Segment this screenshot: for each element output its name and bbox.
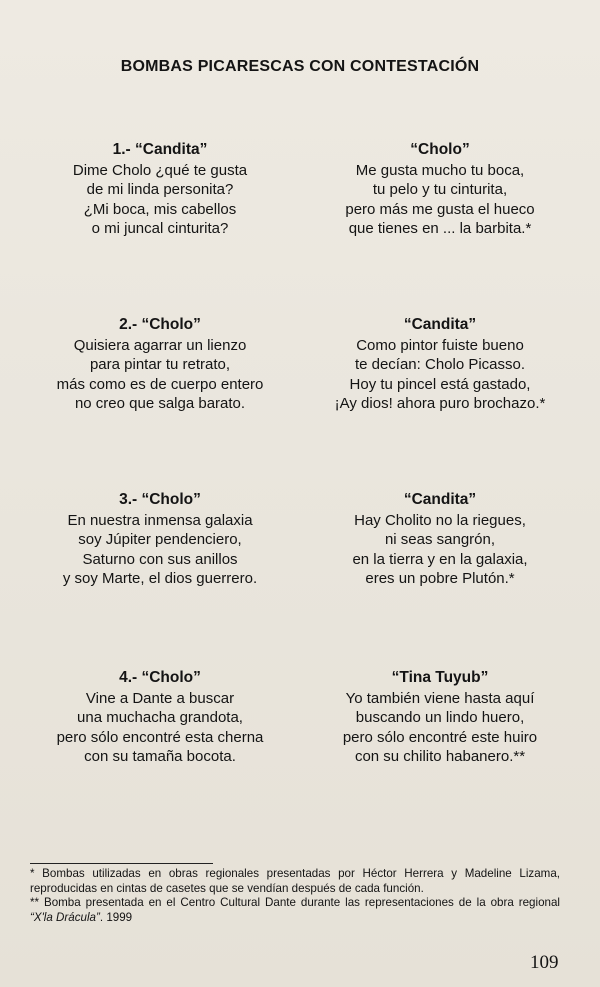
verse-line: En nuestra inmensa galaxia xyxy=(67,511,253,529)
footnotes xyxy=(30,867,560,925)
verse-line: no creo que salga barato. xyxy=(74,395,246,412)
verse-line: en la tierra y en la galaxia, xyxy=(352,550,528,568)
verse-heading: 1.- “Candita” xyxy=(112,141,208,158)
verse-line: Como pintor fuiste bueno xyxy=(356,336,524,354)
verse-line: Saturno con sus anillos xyxy=(82,550,238,568)
verse-line: con su chilito habanero.** xyxy=(354,748,526,765)
verse-heading: “Candita” xyxy=(403,316,477,333)
verse-line: una muchacha grandota, xyxy=(77,709,243,726)
verse-line: más como es de cuerpo entero xyxy=(56,375,264,393)
footnote-2-year: . 1999 xyxy=(99,910,133,924)
verse-line: Hay Cholito no la riegues, xyxy=(354,511,526,529)
verse-line: soy Júpiter pendenciero, xyxy=(78,531,242,548)
verse-line: eres un pobre Plutón.* xyxy=(365,570,515,587)
verse-line: te decían: Cholo Picasso. xyxy=(354,356,526,373)
verse-line: ¡Ay dios! ahora puro brochazo.* xyxy=(334,395,546,412)
verse-line: pero sólo encontré este huiro xyxy=(342,728,538,746)
verse-line: pero sólo encontré esta cherna xyxy=(56,728,264,746)
verse-line: Me gusta mucho tu boca, xyxy=(355,161,525,179)
verse-4-right xyxy=(295,668,585,767)
verse-3-left xyxy=(20,490,300,589)
verse-heading: 3.- “Cholo” xyxy=(119,491,201,508)
verse-line: Vine a Dante a buscar xyxy=(85,689,235,707)
footnote-1: * Bombas utilizadas en obras regionales presentadas por Héctor Herrera y Madeline Lizama, reproducidas en cintas de casetes que se vendían después de cada función. xyxy=(30,867,560,895)
verse-heading: 2.- “Cholo” xyxy=(119,316,201,333)
footnote-divider xyxy=(30,863,213,864)
verse-heading: “Cholo” xyxy=(410,141,470,158)
verse-line: y soy Marte, el dios guerrero. xyxy=(62,570,258,587)
verse-line: Hoy tu pincel está gastado, xyxy=(349,375,531,393)
footnote-2 xyxy=(30,896,560,925)
page-number: 109 xyxy=(530,952,559,973)
verse-line: para pintar tu retrato, xyxy=(89,356,231,373)
footnote-2-text: ** Bomba presentada en el Centro Cultural Dante durante las representaciones de la obra regional xyxy=(30,896,560,909)
verse-heading: “Tina Tuyub” xyxy=(391,669,489,686)
verse-line: ni seas sangrón, xyxy=(384,531,496,548)
verse-line: Yo también viene hasta aquí xyxy=(345,689,535,707)
verse-line: que tienes en ... la barbita.* xyxy=(348,220,532,237)
verse-2-right xyxy=(295,315,585,414)
verse-3-right xyxy=(295,490,585,589)
verse-line: de mi linda personita? xyxy=(86,181,234,198)
verse-heading: 4.- “Cholo” xyxy=(119,669,201,686)
footnote-2-work-title: “X'la Drácula” xyxy=(30,910,100,924)
verse-line: pero más me gusta el hueco xyxy=(345,200,535,218)
verse-line: Quisiera agarrar un lienzo xyxy=(73,336,247,354)
verse-line: ¿Mi boca, mis cabellos xyxy=(83,200,237,218)
verse-line: buscando un lindo huero, xyxy=(355,709,525,726)
verse-line: Dime Cholo ¿qué te gusta xyxy=(72,161,248,179)
verse-heading: “Candita” xyxy=(403,491,477,508)
verse-line: o mi juncal cinturita? xyxy=(91,220,229,237)
verse-line: tu pelo y tu cinturita, xyxy=(372,181,508,198)
verse-2-left xyxy=(20,315,300,414)
verse-line: con su tamaña bocota. xyxy=(84,748,236,765)
page-title: BOMBAS PICARESCAS CON CONTESTACIÓN xyxy=(120,58,480,75)
verse-4-left xyxy=(20,668,300,767)
verse-1-right xyxy=(295,140,585,239)
verse-1-left xyxy=(20,140,300,239)
